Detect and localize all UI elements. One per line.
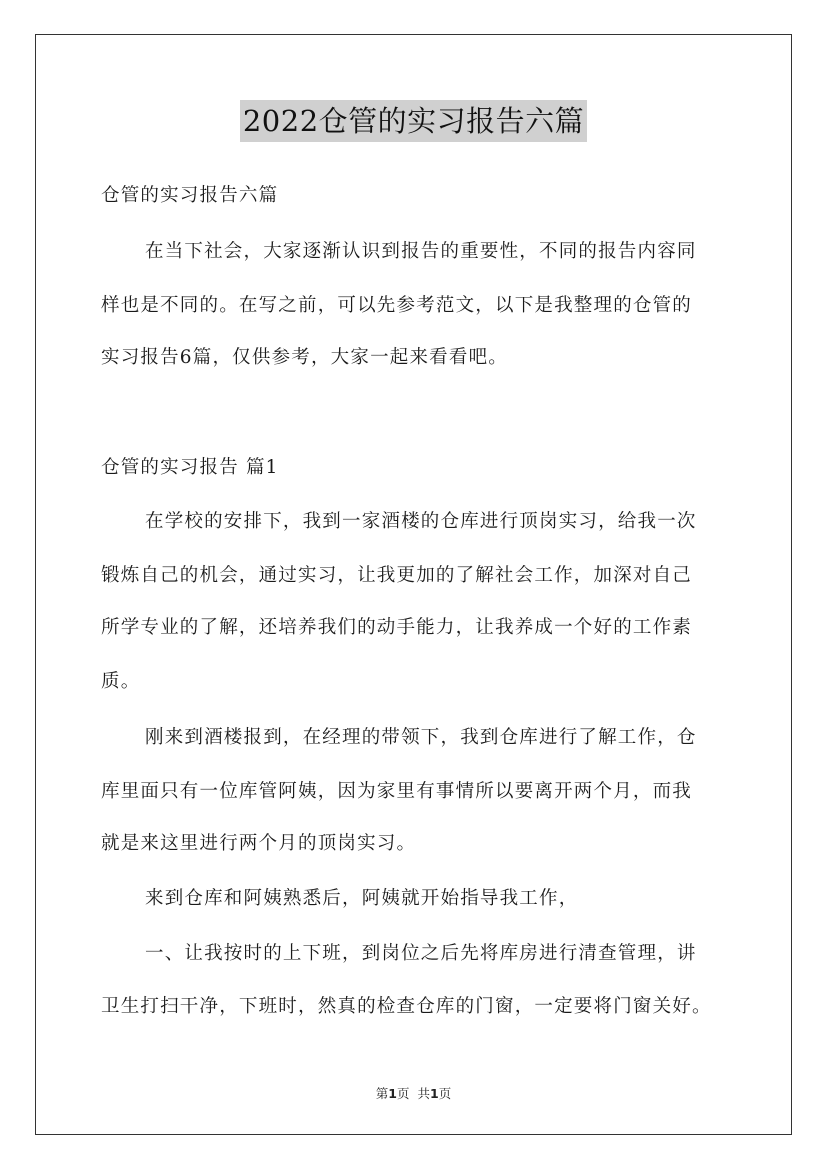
paragraph1-line-3: 所学专业的了解，还培养我们的动手能力，让我养成一个好的工作素 (101, 617, 693, 638)
paragraph4-line-2: 卫生打扫干净，下班时，然真的检查仓库的门窗，一定要将门窗关好。 (101, 996, 712, 1017)
intro-line-1: 在当下社会，大家逐渐认识到报告的重要性，不同的报告内容同 (145, 241, 697, 262)
subtitle: 仓管的实习报告六篇 (101, 185, 279, 206)
footer-page-number: 1 (388, 1086, 397, 1101)
document-title: 2022仓管的实习报告六篇 (240, 100, 587, 142)
paragraph1-line-4: 质。 (101, 671, 141, 692)
paragraph2-line-1: 刚来到酒楼报到，在经理的带领下，我到仓库进行了解工作，仓 (145, 727, 697, 748)
footer-total-suffix: 页 (438, 1086, 452, 1101)
paragraph3-line-1: 来到仓库和阿姨熟悉后，阿姨就开始指导我工作， (145, 888, 579, 909)
section-heading: 仓管的实习报告 篇1 (101, 457, 279, 478)
footer-page-suffix: 页 (397, 1086, 410, 1101)
intro-line-2: 样也是不同的。在写之前，可以先参考范文，以下是我整理的仓管的 (101, 295, 693, 316)
intro-line-3: 实习报告6篇，仅供参考，大家一起来看看吧。 (101, 347, 508, 368)
footer-total-number: 1 (429, 1086, 439, 1101)
title-container (0, 100, 827, 142)
paragraph1-line-1: 在学校的安排下，我到一家酒楼的仓库进行顶岗实习，给我一次 (145, 511, 697, 532)
paragraph1-line-2: 锻炼自己的机会，通过实习，让我更加的了解社会工作，加深对自己 (101, 565, 693, 586)
paragraph4-line-1: 一、让我按时的上下班，到岗位之后先将库房进行清查管理，讲 (145, 943, 697, 964)
paragraph2-line-2: 库里面只有一位库管阿姨，因为家里有事情所以要离开两个月，而我 (101, 781, 693, 802)
footer-page-prefix: 第 (375, 1086, 389, 1101)
paragraph2-line-3: 就是来这里进行两个月的顶岗实习。 (101, 833, 417, 854)
footer-total-prefix: 共 (417, 1086, 430, 1101)
page-footer (0, 1084, 827, 1102)
